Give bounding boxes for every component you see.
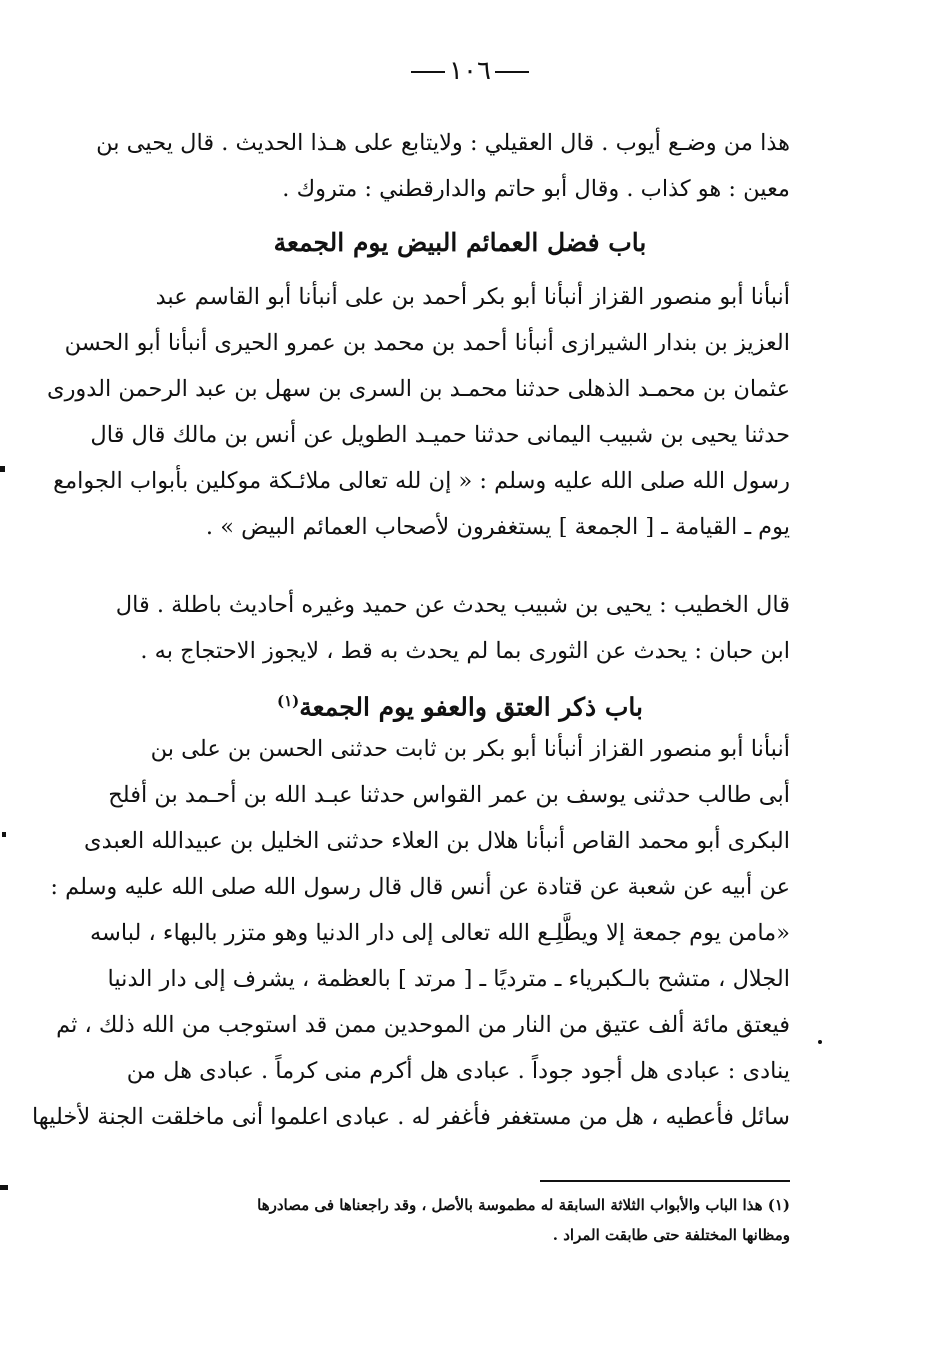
scan-dot <box>818 1040 822 1044</box>
text-line: البكرى أبو محمد القاص أنبأنا هلال بن العلاء حدثنى الخليل بن عبيدالله العبدى <box>84 828 790 854</box>
text-line: العزيز بن بندار الشيرازى أنبأنا أحمد بن محمد بن عمرو الحيرى أنبأنا أبو الحسن <box>64 330 790 356</box>
text-line: سائل فأعطيه ، هل من مستغفر فأغفر له . عبادى اعلموا أنى ماخلقت الجنة لأخليها <box>31 1104 790 1130</box>
footnotes <box>130 1190 790 1250</box>
text-line: «مامن يوم جمعة إلا ويطَّلِـع الله تعالى إلى دار الدنيا وهو متزر بالبهاء ، لباسه <box>89 920 790 946</box>
page-number-text: ١٠٦ <box>449 56 491 86</box>
text-line: أنبأنا أبو منصور القزاز أنبأنا أبو بكر أحمد بن على أنبأنا أبو القاسم عبد <box>155 284 790 310</box>
footnote-line: (١) هذا الباب والأبواب الثلاثة السابقة له مطموسة بالأصل ، وقد راجعناها فى مصادرها <box>257 1196 790 1214</box>
page-number <box>0 56 940 86</box>
text-line: عن أبيه عن شعبة عن قتادة عن أنس قال قال رسول الله صلى الله عليه وسلم : <box>50 874 790 900</box>
text-line: قال الخطيب : يحيى بن شبيب يحدث عن حميد وغيره أحاديث باطلة . قال <box>115 592 790 618</box>
text-line: ينادى : عبادى هل أجود جوداً . عبادى هل أكرم منى كرماً . عبادى هل من <box>126 1058 790 1084</box>
scan-mark <box>0 1185 8 1190</box>
scan-mark <box>0 466 5 472</box>
text-line: هذا من وضـع أيوب . قال العقيلي : ولايتابع على هـذا الحديث . قال يحيى بن <box>96 130 790 156</box>
heading-text: باب ذكر العتق والعفو يوم الجمعة <box>299 692 643 722</box>
text-line: يوم ـ القيامة ـ [ الجمعة ] يستغفرون لأصحاب العمائم البيض » . <box>205 514 790 540</box>
text-line: أنبأنا أبو منصور القزاز أنبأنا أبو بكر بن ثابت حدثنى الحسن بن على بن <box>150 736 790 762</box>
text-line: عثمان بن محمـد الذهلى حدثنا محمـد بن السرى بن سهل بن عبد الرحمن الدورى <box>46 376 790 402</box>
intro-paragraph <box>96 120 790 212</box>
text-line: فيعتق مائة ألف عتيق من النار من الموحدين ممن قد استوجب من الله ذلك ، ثم <box>56 1012 790 1038</box>
text-line: أبى طالب حدثنى يوسف بن عمر القواس حدثنا عبـد الله بن أحـمد بن أفلح <box>108 782 790 808</box>
text-line: رسول الله صلى الله عليه وسلم : « إن لله تعالى ملائـكة موكلين بأبواب الجوامع <box>53 468 790 494</box>
text-line: ابن حبان : يحدث عن الثورى بما لم يحدث به قط ، لايجوز الاحتجاج به . <box>140 638 790 664</box>
section1-paragraph <box>46 274 790 550</box>
page-number-dash-left <box>411 71 445 73</box>
page-number-dash-right <box>495 71 529 73</box>
section2-paragraph <box>31 726 790 1140</box>
section-heading-manumission <box>130 678 790 730</box>
text-line: حدثنا يحيى بن شبيب اليمانى حدثنا حميـد الطويل عن أنس بن مالك قال قال <box>90 422 790 448</box>
scan-mark <box>2 832 6 837</box>
footnote-ref: (١) <box>277 692 300 710</box>
section1-commentary <box>115 582 790 674</box>
footnote-line: ومظانها المختلفة حتى طابقت المراد . <box>552 1226 790 1244</box>
section-heading-white-turbans: باب فضل العمائم البيض يوم الجمعة <box>273 228 647 257</box>
text-line: معين : هو كذاب . وقال أبو حاتم والدارقطني : متروك . <box>282 176 790 202</box>
footnote-divider <box>540 1180 790 1182</box>
text-line: الجلال ، متشح بالـكبرياء ـ مترديًا ـ [ مرتد ] بالعظمة ، يشرف إلى دار الدنيا <box>107 966 790 992</box>
